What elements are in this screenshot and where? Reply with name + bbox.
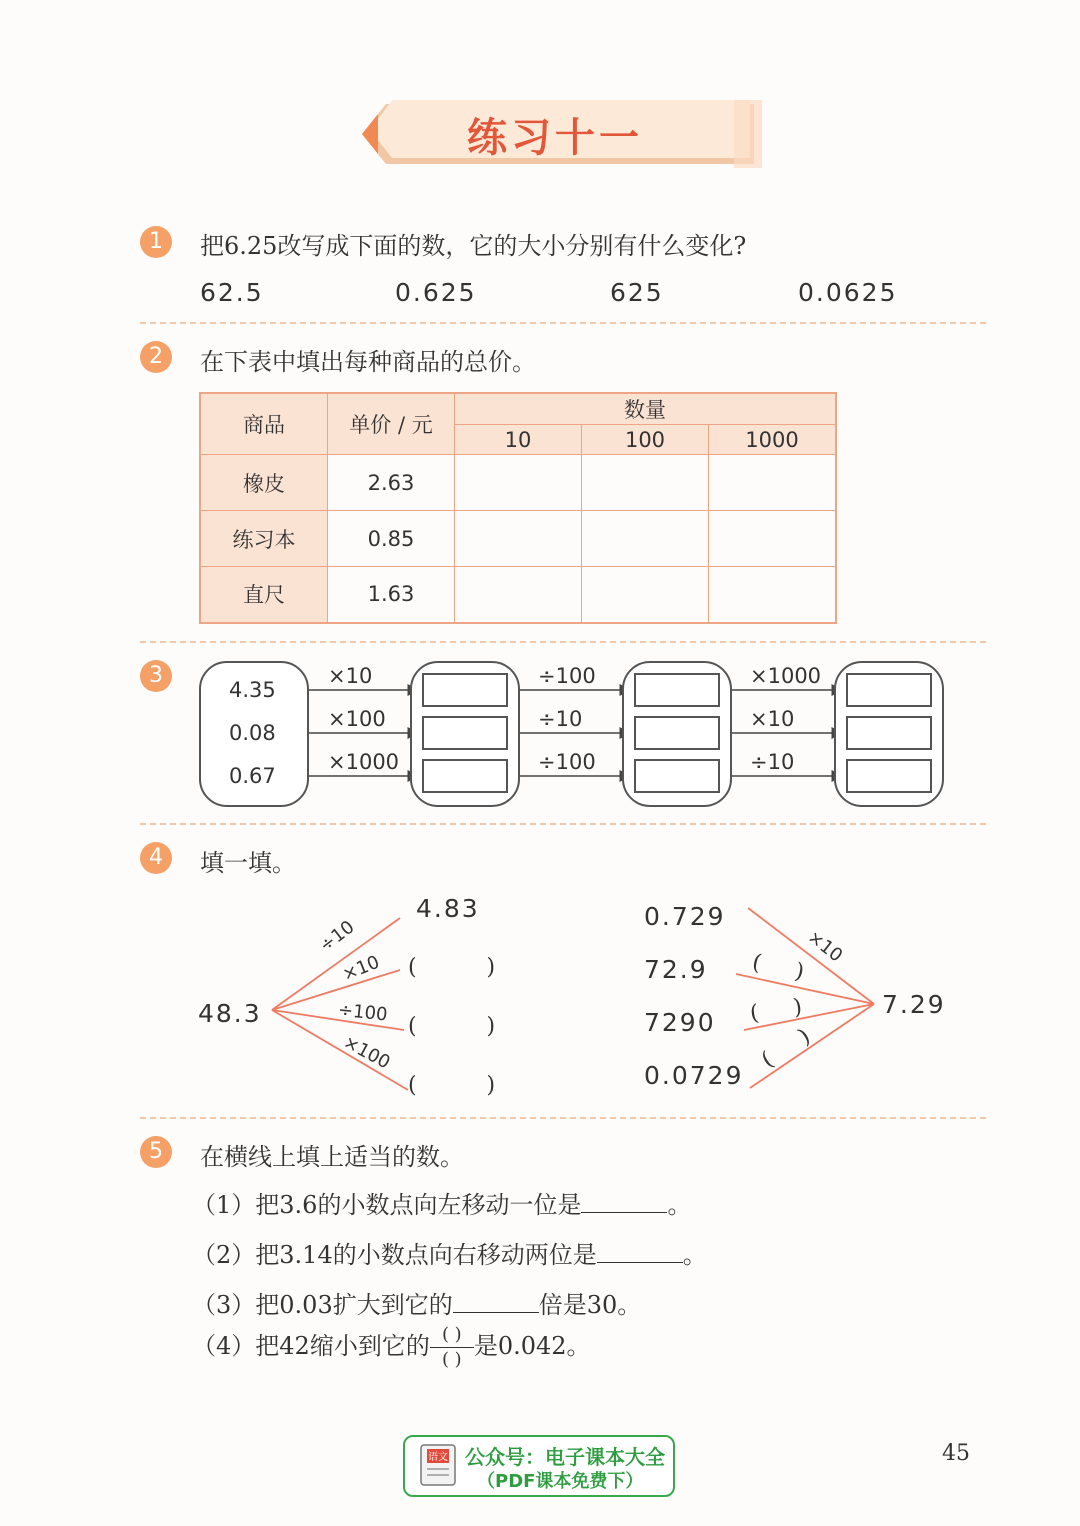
- sub-question-tail: 是0.042。: [473, 1332, 591, 1360]
- fan-left-top-value: 4.83: [416, 894, 480, 923]
- book-icon: [419, 1443, 459, 1489]
- table-header-item: 商品: [200, 393, 328, 455]
- operation-label: ÷100: [538, 664, 596, 688]
- answer-blank[interactable]: ( ): [757, 1024, 815, 1073]
- table-cell-price: 1.63: [328, 567, 455, 623]
- page-title: 练习十一: [467, 115, 643, 161]
- section-divider: [140, 1117, 986, 1119]
- question-2-number: 2: [140, 341, 172, 373]
- table-cell-item: 橡皮: [200, 455, 328, 511]
- sub-question-text: 把42缩小到它的: [255, 1332, 430, 1360]
- fan-right-end: 7.29: [882, 990, 946, 1019]
- operation-label: ×1000: [328, 750, 400, 774]
- answer-blank[interactable]: [453, 1290, 539, 1313]
- question-4-text: 填一填。: [200, 849, 296, 877]
- table-header-price: 单价 / 元: [328, 393, 455, 455]
- answer-blank[interactable]: ( ): [748, 994, 804, 1027]
- question-4-number: 4: [140, 842, 172, 874]
- fraction-denominator[interactable]: ( ): [441, 1349, 462, 1370]
- fan-left-start: 48.3: [198, 999, 262, 1028]
- q1-value-2: 0.625: [395, 278, 477, 307]
- fan-op-label: ÷10: [315, 916, 359, 957]
- table-header-qty-100: 100: [582, 425, 709, 455]
- q1-value-4: 0.0625: [798, 278, 898, 307]
- table-cell-price: 0.85: [328, 511, 455, 567]
- sub-question-tail: 。: [682, 1241, 707, 1269]
- question-2-text: 在下表中填出每种商品的总价。: [200, 348, 536, 376]
- operation-label: ÷100: [538, 750, 596, 774]
- operation-label: ×10: [328, 664, 373, 688]
- fan-op-label: ×10: [803, 926, 847, 967]
- fan-right-value: 0.729: [644, 902, 726, 931]
- question-3-number: 3: [140, 660, 172, 692]
- sub-question-text: 把0.03扩大到它的: [255, 1291, 453, 1319]
- sub-question-label: （3）: [192, 1291, 256, 1319]
- fraction-numerator[interactable]: ( ): [441, 1324, 462, 1345]
- sub-question-2: [192, 1235, 707, 1270]
- sub-question-text: 把3.14的小数点向右移动两位是: [255, 1241, 597, 1269]
- start-value: 4.35: [229, 678, 276, 702]
- question-5-number: 5: [140, 1136, 172, 1168]
- book-icon-label: 语文: [428, 1452, 448, 1463]
- operation-label: ×10: [750, 707, 795, 731]
- answer-blank[interactable]: [581, 1190, 667, 1213]
- fan-op-label: ÷100: [337, 999, 389, 1026]
- page-number: 45: [942, 1441, 970, 1466]
- sub-question-label: （2）: [192, 1241, 256, 1269]
- answer-blank[interactable]: [597, 1240, 683, 1263]
- answer-blank[interactable]: ( ): [749, 949, 807, 986]
- fan-right-value: 0.0729: [644, 1061, 744, 1090]
- q1-value-1: 62.5: [200, 278, 264, 307]
- start-value: 0.08: [229, 721, 276, 745]
- sub-question-text: 把3.6的小数点向左移动一位是: [255, 1191, 582, 1219]
- fan-op-label: ×10: [339, 951, 383, 986]
- operation-label: ÷10: [750, 750, 795, 774]
- footer-badge: [403, 1435, 675, 1497]
- operation-label: ×1000: [750, 664, 822, 688]
- table-cell-price: 2.63: [328, 455, 455, 511]
- sub-question-label: （4）: [192, 1332, 256, 1360]
- q1-value-3: 625: [610, 278, 664, 307]
- sub-question-tail: 倍是30。: [538, 1291, 642, 1319]
- question-1-text: 把6.25改写成下面的数，它的大小分别有什么变化?: [200, 232, 747, 260]
- sub-question-label: （1）: [192, 1191, 256, 1219]
- answer-blank[interactable]: ( ): [408, 1014, 496, 1039]
- fraction-bar: [430, 1347, 474, 1348]
- fan-right-value: 72.9: [644, 955, 708, 984]
- start-value: 0.67: [229, 764, 276, 788]
- fan-op-label: ×100: [339, 1031, 394, 1074]
- fraction-blank[interactable]: [430, 1325, 474, 1370]
- operation-label: ×100: [328, 707, 386, 731]
- table-header-quantity: 数量: [455, 393, 837, 425]
- question-1-number: 1: [140, 226, 172, 258]
- sub-question-1: [192, 1185, 691, 1220]
- footer-line-2: （PDF课本免费下）: [477, 1471, 644, 1492]
- answer-blank[interactable]: ( ): [408, 955, 496, 980]
- table-cell-item: 练习本: [200, 511, 328, 567]
- sub-question-4: [192, 1325, 591, 1370]
- table-cell-item: 直尺: [200, 567, 328, 623]
- sub-question-tail: 。: [667, 1191, 692, 1219]
- question-5-text: 在横线上填上适当的数。: [200, 1143, 464, 1171]
- table-header-qty-1000: 1000: [709, 425, 837, 455]
- answer-blank[interactable]: ( ): [408, 1073, 496, 1098]
- fan-right-value: 7290: [644, 1008, 716, 1037]
- sub-question-3: [192, 1285, 641, 1320]
- table-header-qty-10: 10: [455, 425, 582, 455]
- footer-line-1: 公众号：电子课本大全: [465, 1445, 665, 1469]
- operation-label: ÷10: [538, 707, 583, 731]
